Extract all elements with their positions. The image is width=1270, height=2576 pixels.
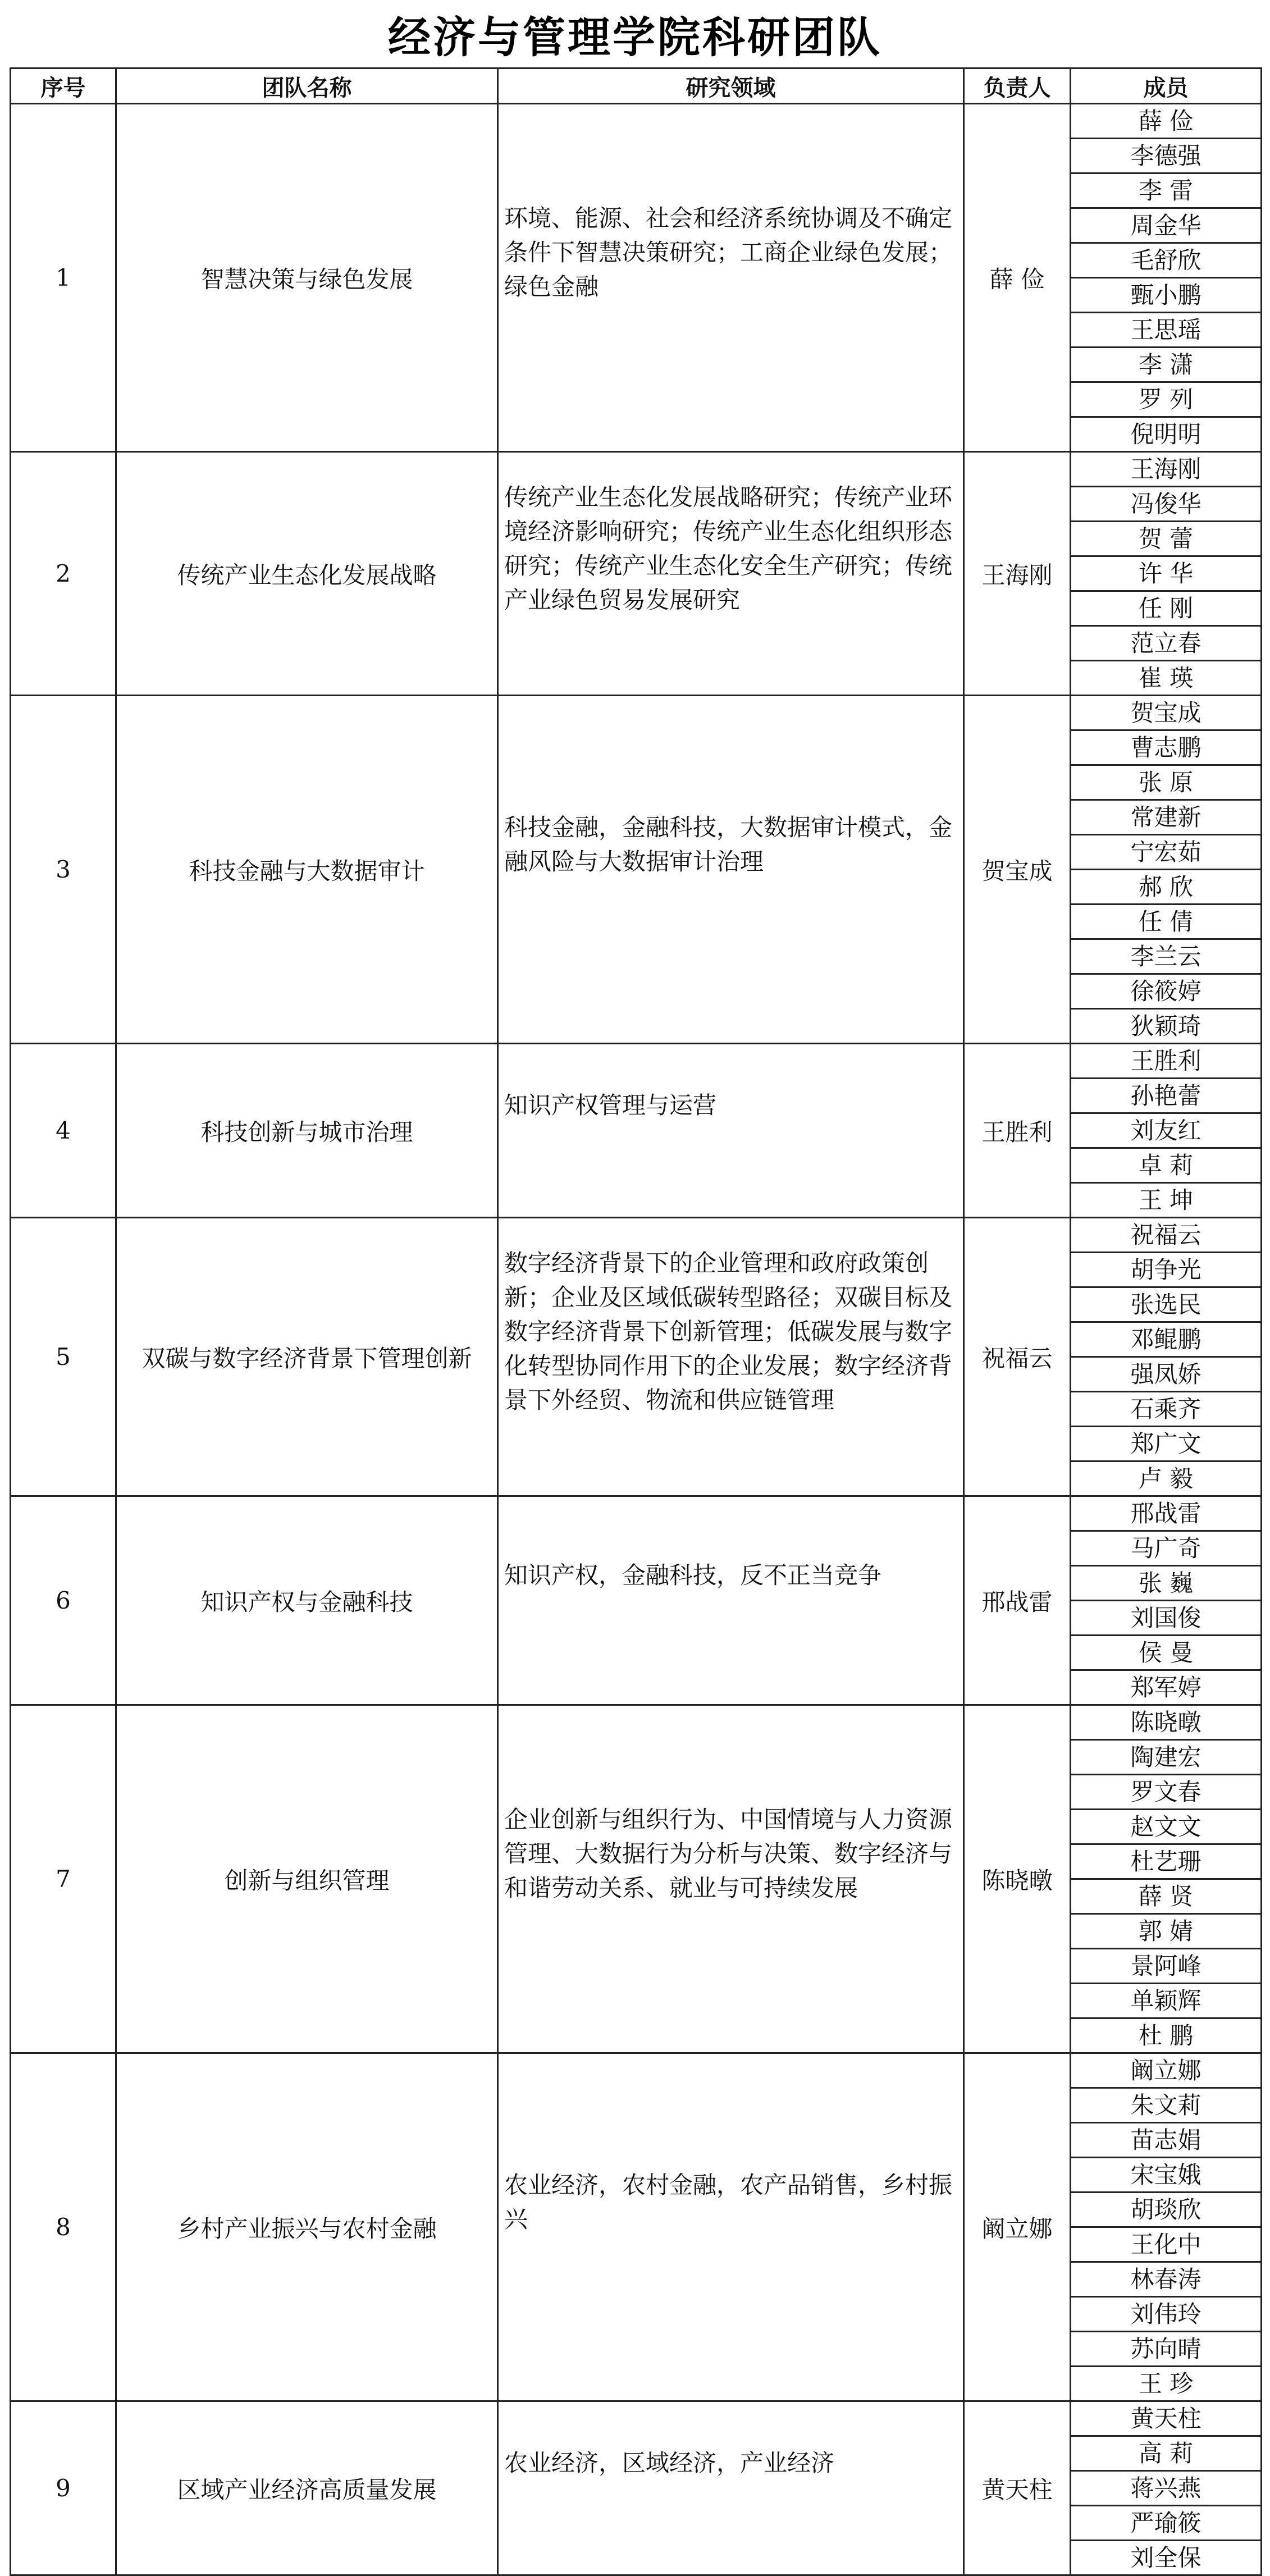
header-leader: 负责人 [964,68,1071,104]
member-item: 常建新 [1071,801,1260,835]
table-row [11,1496,1262,1705]
research-field-text: 知识产权，金融科技，反不正当竞争 [504,1561,882,1589]
member-item: 祝福云 [1071,1218,1260,1253]
team-number-cell: 5 [11,1218,116,1496]
member-item: 罗 列 [1071,383,1260,418]
member-item: 刘全保 [1130,2544,1202,2572]
member-item: 张 原 [1071,766,1260,801]
member-item: 曹志鹏 [1071,731,1260,766]
team-name-cell [116,2401,498,2575]
team-number-cell: 9 [11,2401,116,2575]
member-item: 徐筱婷 [1071,975,1260,1010]
team-leader-cell: 阚立娜 [964,2053,1071,2401]
research-field-cell [498,1044,964,1218]
table-row [11,1218,1262,1496]
member-item: 景阿峰 [1071,1949,1260,1984]
research-field-cell [498,2401,964,2575]
table-body [11,104,1262,2575]
member-item: 杜艺珊 [1071,1845,1260,1880]
member-item: 李 潇 [1071,348,1260,383]
table-row [11,452,1262,696]
team-number-cell: 8 [11,2053,116,2401]
member-item: 孙艳蕾 [1071,1079,1260,1114]
member-list [1071,1044,1260,1217]
team-leader-cell: 陈晓暾 [964,1705,1071,2053]
member-item: 侯 曼 [1071,1636,1260,1671]
research-field-text: 传统产业生态化发展战略研究；传统产业环境经济影响研究；传统产业生态化组织形态研究；传统产业生态化安全生产研究；传统产业绿色贸易发展研究 [504,483,953,614]
member-item: 李兰云 [1071,940,1260,975]
research-field-cell [498,2053,964,2401]
member-list [1071,696,1260,1043]
member-item: 任 刚 [1071,592,1260,627]
member-item: 黄天柱 [1071,2402,1260,2437]
member-list [1071,1706,1260,2052]
research-field-text: 企业创新与组织行为、中国情境与人力资源管理、大数据行为分析与决策、数字经济与和谐劳动关系、就业与可持续发展 [504,1806,953,1902]
team-leader-cell: 贺宝成 [964,696,1071,1044]
member-item: 胡争光 [1071,1253,1260,1288]
member-list [1071,1218,1260,1495]
member-item: 张选民 [1071,1288,1260,1323]
member-item: 许 华 [1071,557,1260,592]
member-item: 薛 俭 [1071,104,1260,139]
team-number-cell: 6 [11,1496,116,1705]
member-item: 郝 欣 [1071,870,1260,905]
research-field-text: 环境、能源、社会和经济系统协调及不确定条件下智慧决策研究；工商企业绿色发展；绿色金融 [504,204,953,300]
member-item: 李德强 [1071,139,1260,174]
research-field-cell [498,1705,964,2053]
member-item: 阚立娜 [1071,2054,1260,2089]
member-item: 苗志娟 [1071,2123,1260,2158]
research-field-cell [498,696,964,1044]
team-number-cell: 2 [11,452,116,696]
member-item: 宁宏茹 [1071,835,1260,870]
member-item: 郭 婧 [1071,1915,1260,1949]
member-item: 崔 瑛 [1138,664,1194,692]
team-name-cell [116,1705,498,2053]
member-item: 郑广文 [1071,1427,1260,1462]
team-name-cell [116,2053,498,2401]
header-no: 序号 [11,68,116,104]
team-name: 区域产业经济高质量发展 [177,2475,437,2504]
research-field-text: 数字经济背景下的企业管理和政府政策创新；企业及区域低碳转型路径；双碳目标及数字经济背景下创新管理；低碳发展与数字化转型协同作用下的企业发展；数字经济背景下外经贸、物流和供应链管理 [504,1249,953,1414]
member-item: 王化中 [1071,2228,1260,2263]
member-item: 王海刚 [1071,453,1260,487]
team-name-cell [116,696,498,1044]
members-cell [1071,104,1262,452]
member-item: 任 倩 [1071,905,1260,940]
team-name-cell [116,1496,498,1705]
research-field-text: 知识产权管理与运营 [504,1091,717,1119]
team-table [10,67,1262,2576]
research-field-text: 农业经济，农村金融，农产品销售，乡村振兴 [504,2171,953,2233]
member-item: 毛舒欣 [1071,244,1260,278]
member-item: 卓 莉 [1071,1149,1260,1184]
team-name-cell [116,452,498,696]
member-item: 胡琰欣 [1071,2193,1260,2228]
member-item: 蒋兴燕 [1071,2472,1260,2506]
members-cell [1071,1218,1262,1496]
member-item: 李 雷 [1071,174,1260,209]
members-cell [1071,452,1262,696]
research-field-text: 农业经济，区域经济，产业经济 [504,2449,835,2477]
research-field-cell [498,104,964,452]
header-name: 团队名称 [116,68,498,104]
table-row [11,2053,1262,2401]
member-item: 卢 毅 [1138,1465,1194,1492]
team-name: 知识产权与金融科技 [200,1588,413,1616]
member-item: 陶建宏 [1071,1741,1260,1775]
member-item: 张 巍 [1071,1566,1260,1601]
member-item: 刘伟玲 [1071,2298,1260,2332]
team-leader-cell: 王胜利 [964,1044,1071,1218]
member-item: 倪明明 [1130,421,1202,448]
team-number-cell: 1 [11,104,116,452]
team-name-cell [116,1044,498,1218]
member-list [1071,104,1260,451]
member-item: 邢战雷 [1071,1497,1260,1532]
table-row [11,1705,1262,2053]
member-item: 薛 贤 [1071,1880,1260,1915]
member-item: 朱文莉 [1071,2089,1260,2123]
member-item: 赵文文 [1071,1810,1260,1845]
member-item: 刘友红 [1071,1114,1260,1149]
member-item: 宋宝娥 [1071,2158,1260,2193]
member-item: 林春涛 [1071,2263,1260,2298]
team-name: 科技金融与大数据审计 [189,857,425,885]
team-number-cell: 7 [11,1705,116,2053]
member-item: 范立春 [1071,627,1260,661]
member-item: 强凤娇 [1071,1358,1260,1392]
member-item: 邓鲲鹏 [1071,1323,1260,1358]
member-item: 严瑜筱 [1071,2506,1260,2541]
member-item: 高 莉 [1071,2437,1260,2472]
member-item: 刘国俊 [1071,1601,1260,1636]
page-title: 经济与管理学院科研团队 [388,12,882,62]
research-field-text: 科技金融，金融科技，大数据审计模式，金融风险与大数据审计治理 [504,813,953,875]
member-item: 冯俊华 [1071,487,1260,522]
member-item: 王 坤 [1138,1186,1194,1214]
research-field-cell [498,1218,964,1496]
team-leader-cell: 王海刚 [964,452,1071,696]
member-item: 王思瑶 [1071,313,1260,348]
member-item: 苏向晴 [1071,2332,1260,2367]
team-name: 乡村产业振兴与农村金融 [177,2214,437,2242]
member-list [1071,2054,1260,2400]
team-name-cell [116,104,498,452]
member-item: 单颖辉 [1071,1984,1260,2019]
research-field-cell [498,1496,964,1705]
member-item: 马广奇 [1071,1532,1260,1566]
header-row [11,68,1262,104]
member-item: 陈晓暾 [1071,1706,1260,1741]
member-item: 郑军婷 [1130,1674,1202,1701]
member-item: 石乘齐 [1071,1392,1260,1427]
member-item: 周金华 [1071,209,1260,244]
member-item: 狄颖琦 [1130,1012,1202,1040]
team-leader-cell: 薛 俭 [964,104,1071,452]
members-cell [1071,2053,1262,2401]
member-item: 贺 蕾 [1071,522,1260,557]
header-field: 研究领域 [498,68,964,104]
members-cell [1071,1044,1262,1218]
member-list [1071,1497,1260,1704]
members-cell [1071,1496,1262,1705]
team-name: 传统产业生态化发展战略 [177,561,437,589]
team-number-cell: 3 [11,696,116,1044]
table-row [11,2401,1262,2575]
member-item: 贺宝成 [1071,696,1260,731]
team-leader-cell: 邢战雷 [964,1496,1071,1705]
member-list [1071,453,1260,695]
header-members: 成员 [1071,68,1262,104]
team-leader-cell: 祝福云 [964,1218,1071,1496]
member-list [1071,2402,1260,2574]
member-item: 王 珍 [1138,2370,1194,2397]
members-cell [1071,1705,1262,2053]
member-item: 杜 鹏 [1138,2022,1194,2049]
members-cell [1071,696,1262,1044]
members-cell [1071,2401,1262,2575]
team-leader-cell: 黄天柱 [964,2401,1071,2575]
team-name: 智慧决策与绿色发展 [200,265,413,293]
team-name: 创新与组织管理 [224,1866,390,1894]
team-name: 科技创新与城市治理 [200,1118,413,1146]
table-row [11,104,1262,452]
member-item: 罗文春 [1071,1775,1260,1810]
team-number-cell: 4 [11,1044,116,1218]
table-row [11,1044,1262,1218]
table-row [11,696,1262,1044]
research-field-cell [498,452,964,696]
member-item: 王胜利 [1071,1044,1260,1079]
team-name: 双碳与数字经济背景下管理创新 [141,1344,472,1372]
team-name-cell [116,1218,498,1496]
member-item: 甄小鹏 [1071,278,1260,313]
